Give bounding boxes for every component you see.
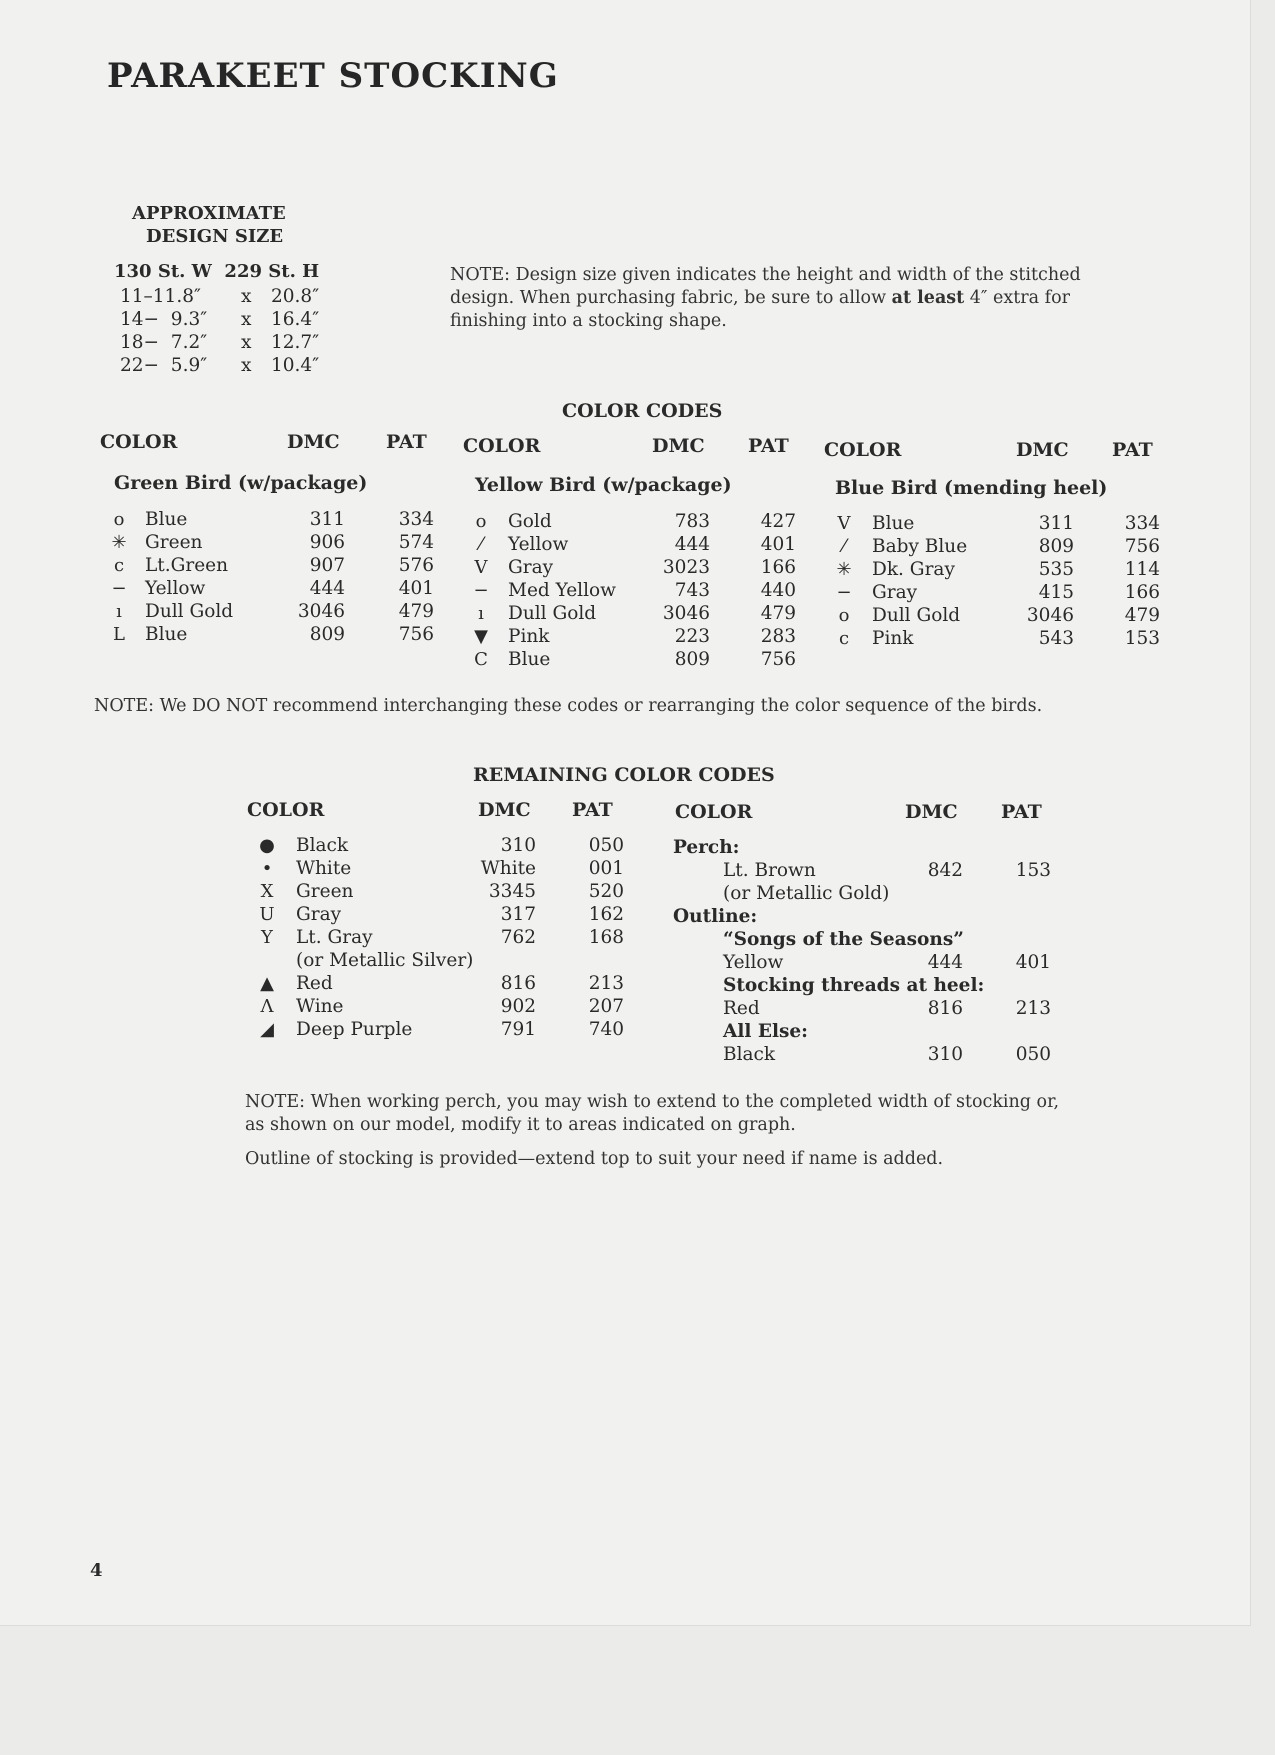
stitch-symbol-icon: ⁄ bbox=[479, 534, 483, 555]
group-name: Yellow Bird (w/package) bbox=[475, 474, 732, 496]
color-name: Dk. Gray bbox=[872, 559, 955, 580]
color-name: Lt.Green bbox=[145, 555, 229, 576]
color-name: Yellow bbox=[508, 534, 569, 555]
remaining-label: All Else: bbox=[723, 1021, 808, 1042]
dmc-code: 444 bbox=[674, 534, 710, 555]
pat-code: 166 bbox=[760, 557, 796, 578]
color-name: Dull Gold bbox=[508, 603, 597, 624]
design-size-note bbox=[450, 264, 1115, 333]
dmc-code: 762 bbox=[500, 927, 536, 948]
dmc-code: 907 bbox=[309, 555, 345, 576]
size-x: x bbox=[241, 332, 252, 353]
pat-code: 153 bbox=[1124, 628, 1160, 649]
dmc-code: 906 bbox=[309, 532, 345, 553]
design-size-heading-2: DESIGN SIZE bbox=[146, 226, 284, 247]
color-name: Gray bbox=[296, 904, 342, 925]
note1-text-a: NOTE: Design size given indicates the height and width of the stitched design. When purchasing fabric, be sure to allow bbox=[450, 265, 1081, 308]
color-name: Baby Blue bbox=[872, 536, 968, 557]
pat-code: 050 bbox=[588, 835, 624, 856]
remaining-label: (or Metallic Gold) bbox=[723, 883, 890, 904]
remaining-col-color-right: COLOR bbox=[675, 801, 753, 823]
size-count: 22− 5.9″ bbox=[120, 355, 208, 376]
color-name: Med Yellow bbox=[508, 580, 616, 601]
size-x: x bbox=[241, 355, 252, 376]
pat-code: 401 bbox=[1015, 952, 1051, 973]
dmc-code: 317 bbox=[500, 904, 536, 925]
dmc-code: 444 bbox=[927, 952, 963, 973]
stitch-symbol-icon: V bbox=[837, 513, 851, 534]
pat-code: 162 bbox=[588, 904, 624, 925]
stitch-symbol-icon: ı bbox=[478, 603, 484, 624]
dmc-code: 743 bbox=[674, 580, 710, 601]
stitch-symbol-icon: − bbox=[473, 580, 489, 601]
design-size-header: 130 St. W 229 St. H bbox=[114, 261, 320, 282]
stitch-symbol-icon: ⁄ bbox=[842, 536, 846, 557]
stitch-symbol-icon: V bbox=[474, 557, 488, 578]
color-name: Gold bbox=[508, 511, 552, 532]
stitch-symbol-icon: c bbox=[838, 628, 850, 649]
stitch-symbol-icon: ▲ bbox=[260, 973, 274, 994]
pat-code: 756 bbox=[1124, 536, 1160, 557]
size-height: 12.7″ bbox=[271, 332, 320, 353]
color-name: Pink bbox=[872, 628, 914, 649]
col-dmc-header: DMC bbox=[287, 431, 340, 453]
outline-note: Outline of stocking is provided—extend top to suit your need if name is added. bbox=[245, 1149, 944, 1169]
color-name: Gray bbox=[872, 582, 918, 603]
color-name: Dull Gold bbox=[145, 601, 234, 622]
size-height: 10.4″ bbox=[271, 355, 320, 376]
col-dmc-header: DMC bbox=[652, 435, 705, 457]
pat-code: 427 bbox=[760, 511, 796, 532]
stitch-symbol-icon: ✳ bbox=[836, 559, 852, 580]
remaining-label: Outline: bbox=[673, 906, 758, 927]
remaining-col-dmc-right: DMC bbox=[905, 801, 958, 823]
pat-code: 213 bbox=[588, 973, 624, 994]
remaining-label: Black bbox=[723, 1044, 776, 1065]
remaining-label: Stocking threads at heel: bbox=[723, 975, 985, 996]
dmc-code: 311 bbox=[1038, 513, 1074, 534]
pat-code: 740 bbox=[588, 1019, 624, 1040]
col-dmc-header: DMC bbox=[1016, 439, 1069, 461]
note1-bold: at least bbox=[891, 288, 965, 308]
color-name: (or Metallic Silver) bbox=[296, 950, 474, 971]
remaining-col-color: COLOR bbox=[247, 799, 325, 821]
dmc-code: 816 bbox=[500, 973, 536, 994]
color-name: Black bbox=[296, 835, 349, 856]
pat-code: 153 bbox=[1015, 860, 1051, 881]
col-pat-header: PAT bbox=[1112, 439, 1153, 461]
remaining-label: Yellow bbox=[723, 952, 784, 973]
color-codes-heading: COLOR CODES bbox=[562, 400, 723, 422]
color-name: White bbox=[296, 858, 352, 879]
dmc-code: 3046 bbox=[297, 601, 345, 622]
pat-code: 440 bbox=[760, 580, 796, 601]
pat-code: 520 bbox=[588, 881, 624, 902]
stitch-symbol-icon: Λ bbox=[260, 996, 274, 1017]
stitch-symbol-icon: ı bbox=[116, 601, 122, 622]
stitch-symbol-icon: o bbox=[113, 509, 125, 530]
dmc-code: 223 bbox=[674, 626, 710, 647]
pat-code: 283 bbox=[760, 626, 796, 647]
color-name: Yellow bbox=[145, 578, 206, 599]
dmc-code: 809 bbox=[1038, 536, 1074, 557]
stitch-symbol-icon: − bbox=[111, 578, 127, 599]
remaining-label: Lt. Brown bbox=[723, 860, 816, 881]
size-count: 18− 7.2″ bbox=[120, 332, 208, 353]
pat-code: 334 bbox=[398, 509, 434, 530]
dmc-code: 535 bbox=[1038, 559, 1074, 580]
dmc-code: 415 bbox=[1038, 582, 1074, 603]
perch-note: NOTE: When working perch, you may wish to extend to the completed width of stocking or, as shown on our model, modify it to areas indicated on graph. bbox=[245, 1092, 1060, 1135]
color-name: Lt. Gray bbox=[296, 927, 373, 948]
dmc-code: 310 bbox=[927, 1044, 963, 1065]
color-name: Blue bbox=[145, 624, 188, 645]
dmc-code: 3345 bbox=[488, 881, 536, 902]
remaining-label: “Songs of the Seasons” bbox=[723, 929, 964, 950]
pat-code: 213 bbox=[1015, 998, 1051, 1019]
size-x: x bbox=[241, 309, 252, 330]
pat-code: 401 bbox=[760, 534, 796, 555]
pat-code: 166 bbox=[1124, 582, 1160, 603]
design-size-heading-1: APPROXIMATE bbox=[132, 203, 286, 224]
dmc-code: 543 bbox=[1038, 628, 1074, 649]
pat-code: 756 bbox=[760, 649, 796, 670]
pat-code: 574 bbox=[398, 532, 434, 553]
stitch-symbol-icon: L bbox=[113, 624, 125, 645]
remaining-heading: REMAINING COLOR CODES bbox=[473, 764, 775, 786]
col-color-header: COLOR bbox=[463, 435, 541, 457]
dmc-code: 783 bbox=[674, 511, 710, 532]
color-name: Blue bbox=[508, 649, 551, 670]
stitch-symbol-icon: ◢ bbox=[260, 1019, 274, 1040]
col-color-header: COLOR bbox=[100, 431, 178, 453]
color-name: Green bbox=[145, 532, 203, 553]
note1-text-b: 4″ extra for finishing into a stocking shape. bbox=[450, 288, 1071, 331]
pat-code: 479 bbox=[398, 601, 434, 622]
dmc-code: 3023 bbox=[662, 557, 710, 578]
stitch-symbol-icon: Y bbox=[261, 927, 273, 948]
color-name: Wine bbox=[296, 996, 344, 1017]
remaining-col-pat-right: PAT bbox=[1001, 801, 1042, 823]
group-name: Blue Bird (mending heel) bbox=[835, 477, 1108, 499]
stitch-symbol-icon: − bbox=[836, 582, 852, 603]
pat-code: 050 bbox=[1015, 1044, 1051, 1065]
page-number: 4 bbox=[90, 1560, 103, 1581]
dmc-code: 809 bbox=[309, 624, 345, 645]
pat-code: 114 bbox=[1124, 559, 1160, 580]
color-name: Dull Gold bbox=[872, 605, 961, 626]
col-pat-header: PAT bbox=[748, 435, 789, 457]
page-title: PARAKEET STOCKING bbox=[107, 56, 559, 96]
col-pat-header: PAT bbox=[386, 431, 427, 453]
color-name: Pink bbox=[508, 626, 550, 647]
size-x: x bbox=[241, 286, 252, 307]
group-name: Green Bird (w/package) bbox=[114, 472, 368, 494]
pat-code: 207 bbox=[588, 996, 624, 1017]
color-name: Gray bbox=[508, 557, 554, 578]
size-height: 20.8″ bbox=[271, 286, 320, 307]
pat-code: 401 bbox=[398, 578, 434, 599]
pat-code: 001 bbox=[588, 858, 624, 879]
pat-code: 576 bbox=[398, 555, 434, 576]
stitch-symbol-icon: ✳ bbox=[111, 532, 127, 553]
dmc-code: 842 bbox=[927, 860, 963, 881]
pat-code: 479 bbox=[1124, 605, 1160, 626]
dmc-code: 809 bbox=[674, 649, 710, 670]
pat-code: 479 bbox=[760, 603, 796, 624]
dmc-code: 791 bbox=[500, 1019, 536, 1040]
pat-code: 334 bbox=[1124, 513, 1160, 534]
color-name: Red bbox=[296, 973, 333, 994]
remaining-col-pat: PAT bbox=[572, 799, 613, 821]
size-height: 16.4″ bbox=[271, 309, 320, 330]
dmc-code: 311 bbox=[309, 509, 345, 530]
color-name: Green bbox=[296, 881, 354, 902]
dmc-code: White bbox=[480, 858, 536, 879]
remaining-col-dmc: DMC bbox=[478, 799, 531, 821]
color-name: Blue bbox=[145, 509, 188, 530]
color-name: Blue bbox=[872, 513, 915, 534]
color-name: Deep Purple bbox=[296, 1019, 413, 1040]
col-color-header: COLOR bbox=[824, 439, 902, 461]
pat-code: 756 bbox=[398, 624, 434, 645]
stitch-symbol-icon: • bbox=[261, 858, 273, 879]
stitch-symbol-icon: C bbox=[474, 649, 488, 670]
stitch-symbol-icon: o bbox=[838, 605, 850, 626]
size-count: 11–11.8″ bbox=[120, 286, 201, 307]
remaining-label: Red bbox=[723, 998, 760, 1019]
pat-code: 168 bbox=[588, 927, 624, 948]
stitch-symbol-icon: ● bbox=[259, 835, 275, 856]
dmc-code: 310 bbox=[500, 835, 536, 856]
stitch-symbol-icon: ▼ bbox=[474, 626, 488, 647]
dmc-code: 816 bbox=[927, 998, 963, 1019]
dmc-code: 444 bbox=[309, 578, 345, 599]
sequence-note: NOTE: We DO NOT recommend interchanging these codes or rearranging the color sequence of the birds. bbox=[94, 696, 1043, 716]
dmc-code: 3046 bbox=[1026, 605, 1074, 626]
stitch-symbol-icon: X bbox=[260, 881, 274, 902]
size-count: 14− 9.3″ bbox=[120, 309, 208, 330]
remaining-label: Perch: bbox=[673, 837, 740, 858]
stitch-symbol-icon: o bbox=[475, 511, 487, 532]
dmc-code: 902 bbox=[500, 996, 536, 1017]
dmc-code: 3046 bbox=[662, 603, 710, 624]
stitch-symbol-icon: c bbox=[113, 555, 125, 576]
stitch-symbol-icon: U bbox=[259, 904, 275, 925]
